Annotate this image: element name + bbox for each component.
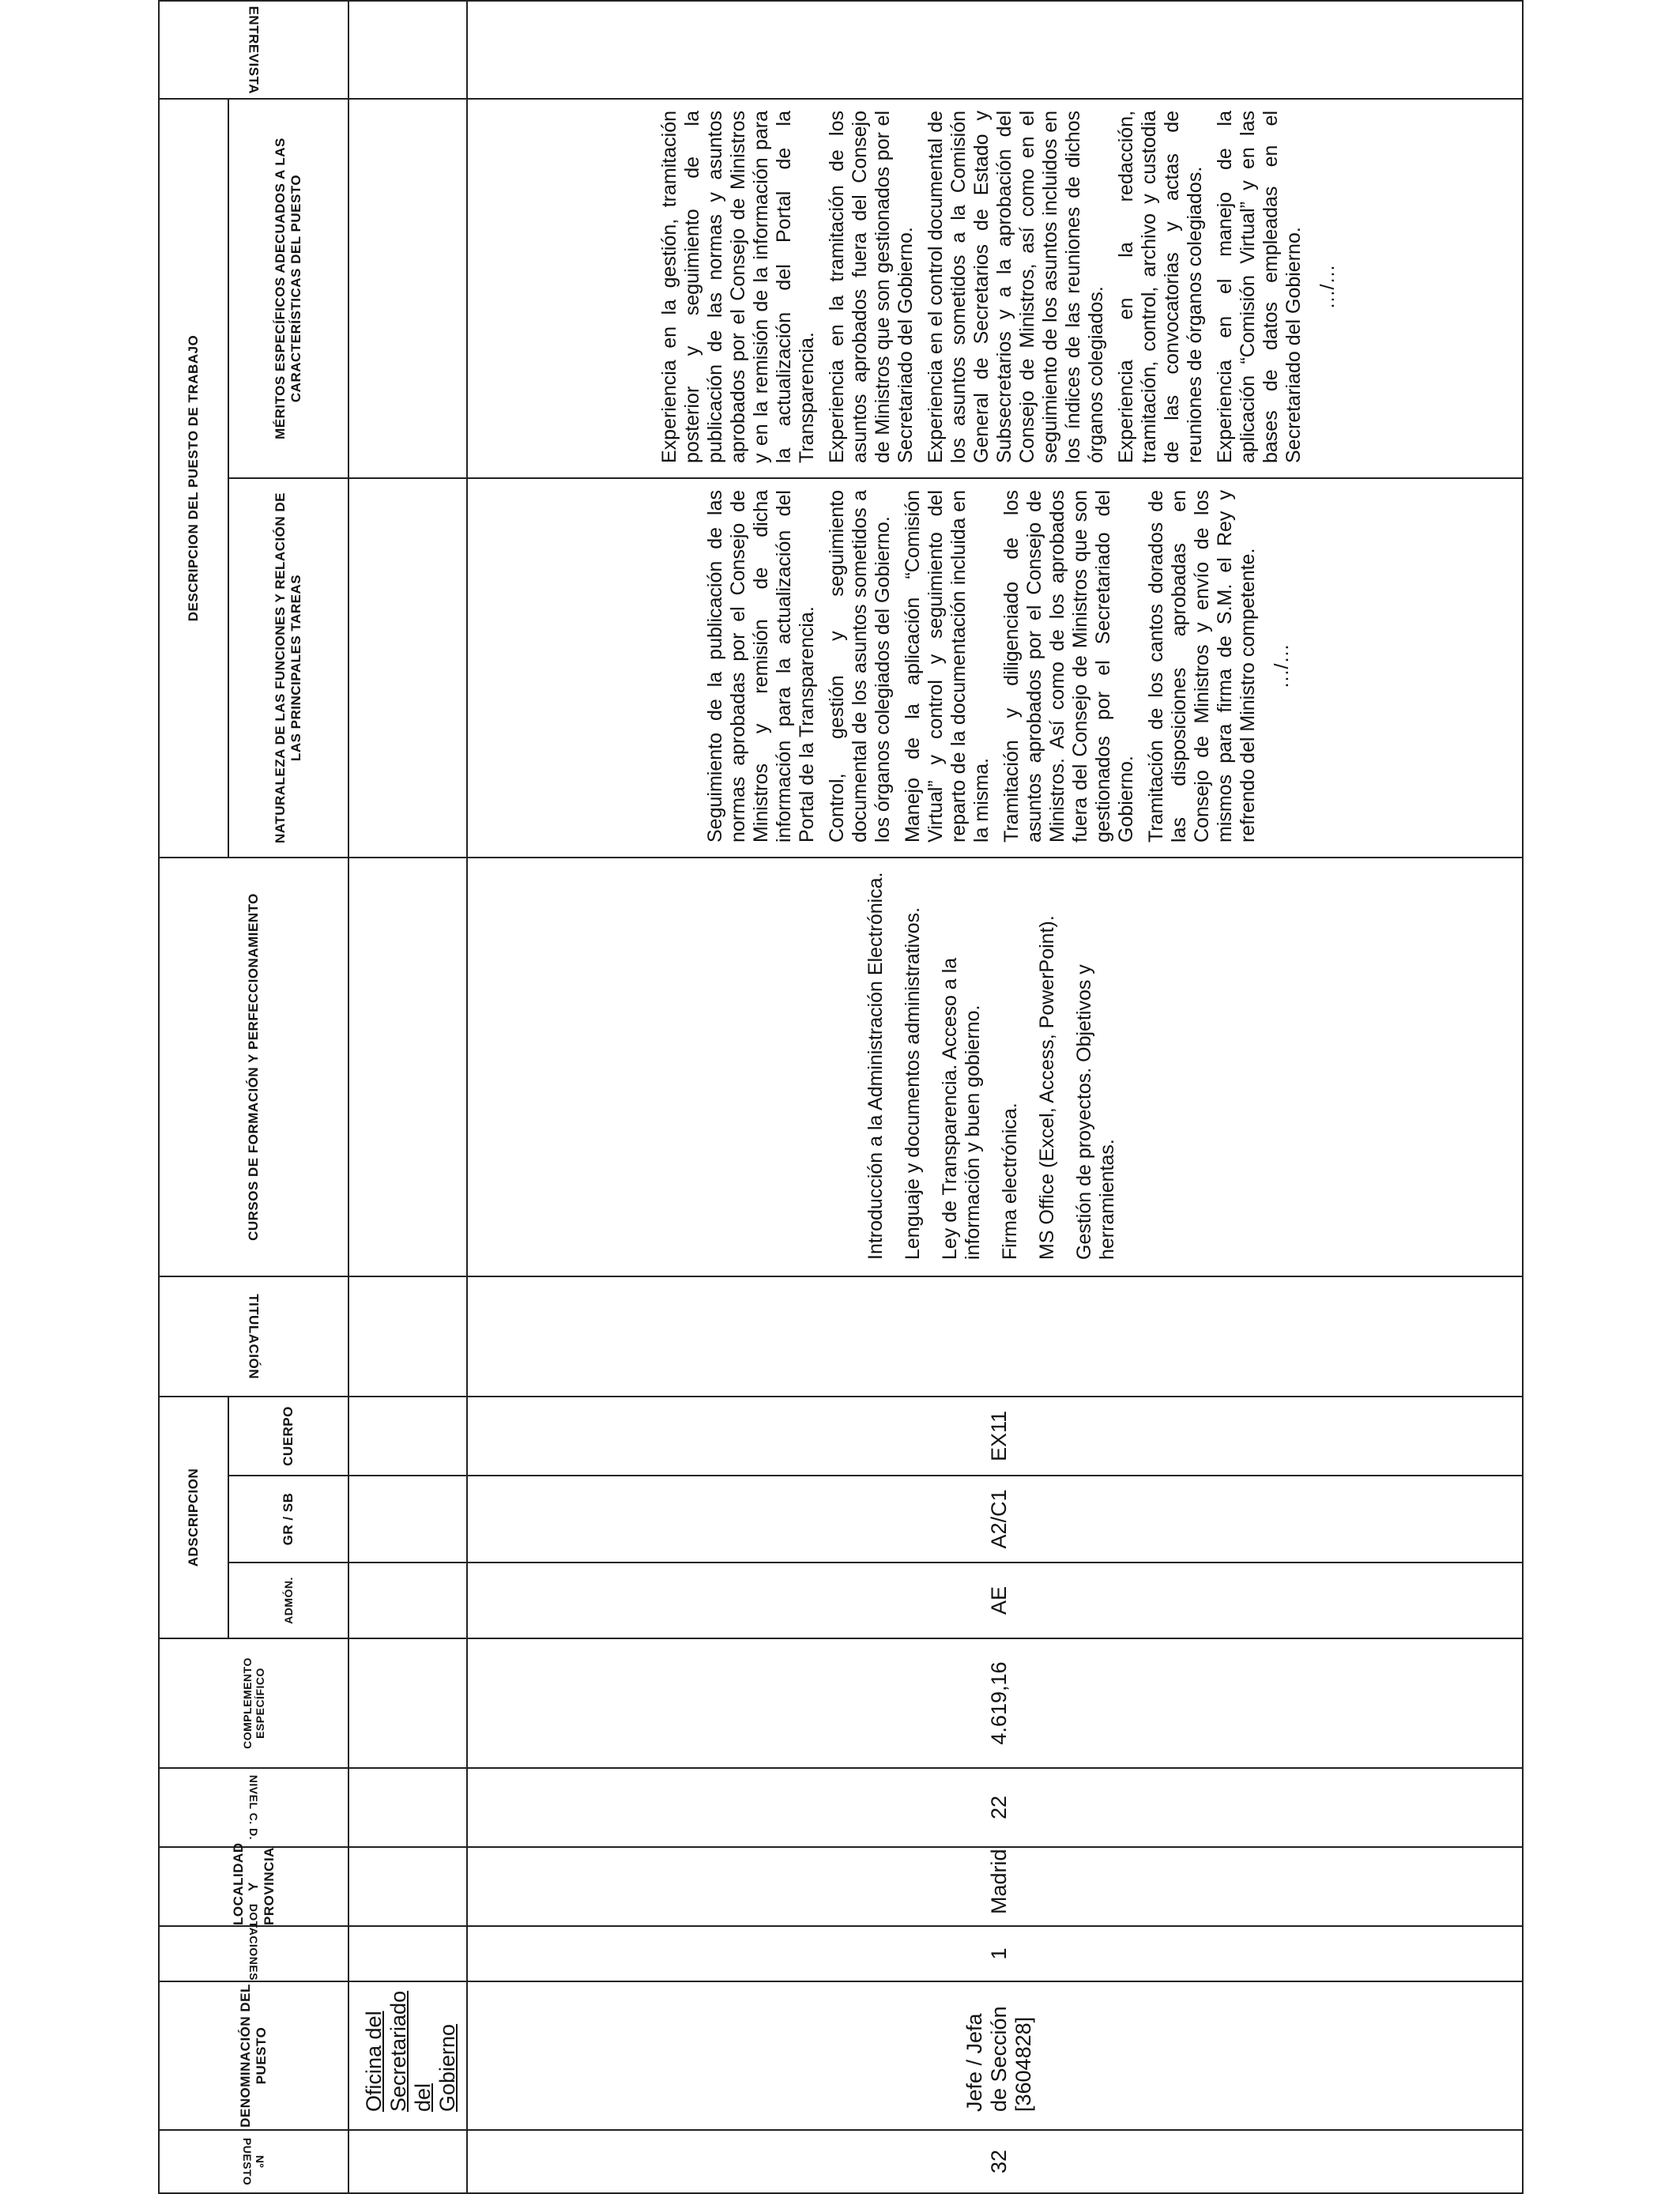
spacer-cell <box>348 1563 467 1638</box>
header-denominacion: DENOMINACIÓN DEL PUESTO <box>159 1981 348 2130</box>
spacer-cell <box>348 478 467 858</box>
header-nivel: NIVEL C. D. <box>159 1768 348 1847</box>
header-num-puesto: Nº PUESTO <box>159 2130 348 2193</box>
funcion-item: Manejo de la aplicación “Comisión Virtual” y control y seguimiento del reparto de la documentación incluida en la misma. <box>902 490 993 843</box>
position-title: Jefe / Jefa de Sección [3604828] <box>962 2006 1035 2112</box>
merito-item: Experiencia en el manejo de la aplicación “Comisión Virtual” y en las bases de datos empleadas en el Secretariado del Gobierno. <box>1214 110 1305 463</box>
header-admon: ADMÓN. <box>228 1563 348 1638</box>
titulacion-cell <box>467 1276 1523 1397</box>
spacer-cell <box>348 1 467 99</box>
unit-name: Oficina del Secretariado del Gobierno <box>362 1990 459 2112</box>
spacer-cell <box>348 1476 467 1563</box>
localidad-cell: Madrid <box>467 1847 1523 1926</box>
meritos-cell <box>467 99 1523 478</box>
course-item: Ley de Transparencia. Acceso a la información y buen gobierno. <box>939 957 984 1260</box>
header-complemento: COMPLEMENTO ESPECÍFICO <box>159 1638 348 1768</box>
entrevista-cell <box>467 1 1523 99</box>
spacer-cell <box>348 1397 467 1476</box>
spacer-cell <box>348 99 467 478</box>
nivel-cell: 22 <box>467 1768 1523 1847</box>
funcion-item: Seguimiento de la publicación de las normas aprobadas por el Consejo de Ministros y remisión de dicha información para la actualización del Portal de la Transparencia. <box>704 490 818 843</box>
funcion-item: Tramitación de los cantos dorados de las disposiciones aprobadas en Consejo de Ministros y envío de los mismos para firma de S.M. el Rey y refrendo del Ministro competente. <box>1145 490 1259 843</box>
header-meritos: MÉRITOS ESPECÍFICOS ADECUADOS A LAS CARACTERÍSTICAS DEL PUESTO <box>228 99 348 478</box>
admon-cell: AE <box>467 1563 1523 1638</box>
spacer-cell <box>348 1276 467 1397</box>
position-number: 32 <box>467 2130 1523 2193</box>
spacer-cell <box>348 2130 467 2193</box>
unit-name-cell <box>348 1981 467 2130</box>
merito-item: Experiencia en el control documental de los asuntos sometidos a la Comisión General de Secretarios de Estado y Subsecretarios y a la aprobación del Consejo de Ministros, así como en el seguimiento de los asuntos incluidos en los índices de las reuniones de dichos órganos colegiados. <box>925 110 1107 463</box>
merito-item: Experiencia en la tramitación de los asuntos aprobados fuera del Consejo de Ministros que son gestionados por el Secretariado del Gobierno. <box>826 110 917 463</box>
header-entrevista: ENTREVISTA <box>159 1 348 99</box>
header-cursos: CURSOS DE FORMACIÓN Y PERFECCIONAMIENTO <box>159 858 348 1276</box>
continuation-mark: …/… <box>1317 264 1339 310</box>
header-titulacion: TITULACIÓN <box>159 1276 348 1397</box>
header-descripcion: DESCRIPCION DEL PUESTO DE TRABAJO <box>159 99 228 858</box>
dotaciones-cell: 1 <box>467 1926 1523 1981</box>
merito-item: Experiencia en la gestión, tramitación posterior y seguimiento de la publicación de las normas y asuntos aprobados por el Consejo de Ministros y en la remisión de la información para la actualización del Portal de la Transparencia. <box>658 110 818 463</box>
spacer-cell <box>348 1768 467 1847</box>
header-gr-sb: GR / SB <box>228 1476 348 1563</box>
header-naturaleza: NATURALEZA DE LAS FUNCIONES Y RELACIÓN DE LAS PRINCIPALES TAREAS <box>228 478 348 858</box>
header-cuerpo: CUERPO <box>228 1397 348 1476</box>
funcion-item: Control, gestión y seguimiento documental de los asuntos sometidos a los órganos colegiados del Gobierno. <box>826 490 894 843</box>
funciones-list <box>696 479 1294 857</box>
meritos-list <box>650 100 1339 477</box>
header-dotaciones: DOTACIONES <box>159 1926 348 1981</box>
cursos-cell <box>467 858 1523 1276</box>
course-item: Introducción a la Administración Electrónica. <box>864 872 887 1260</box>
header-adscripcion: ADSCRIPCION <box>159 1397 228 1638</box>
spacer-cell <box>348 1638 467 1768</box>
course-item: Firma electrónica. <box>999 1103 1021 1260</box>
position-title-cell <box>467 1981 1523 2130</box>
courses-list <box>857 858 1119 1276</box>
funciones-cell <box>467 478 1523 858</box>
gr-sb-cell: A2/C1 <box>467 1476 1523 1563</box>
spacer-cell <box>348 1926 467 1981</box>
merito-item: Experiencia en la redacción, tramitación, control, archivo y custodia de las convocatorias y actas de reuniones de órganos colegiados. <box>1115 110 1206 463</box>
header-localidad: LOCALIDAD Y PROVINCIA <box>159 1847 348 1926</box>
course-item: MS Office (Excel, Access, PowerPoint). <box>1036 915 1058 1260</box>
spacer-cell <box>348 858 467 1276</box>
continuation-mark: …/… <box>1271 643 1293 689</box>
spacer-cell <box>348 1847 467 1926</box>
position-table-sheet <box>158 2 1524 2194</box>
cuerpo-cell: EX11 <box>467 1397 1523 1476</box>
funcion-item: Tramitación y diligenciado de los asuntos aprobados por el Consejo de Ministros. Así como de los aprobados fuera del Consejo de Ministros que son gestionados por el Secretariado del Gobierno. <box>1000 490 1137 843</box>
complemento-cell: 4.619,16 <box>467 1638 1523 1768</box>
position-table <box>158 0 1524 2194</box>
course-item: Gestión de proyectos. Objetivos y herramientas. <box>1073 964 1118 1260</box>
course-item: Lenguaje y documentos administrativos. <box>902 907 924 1260</box>
